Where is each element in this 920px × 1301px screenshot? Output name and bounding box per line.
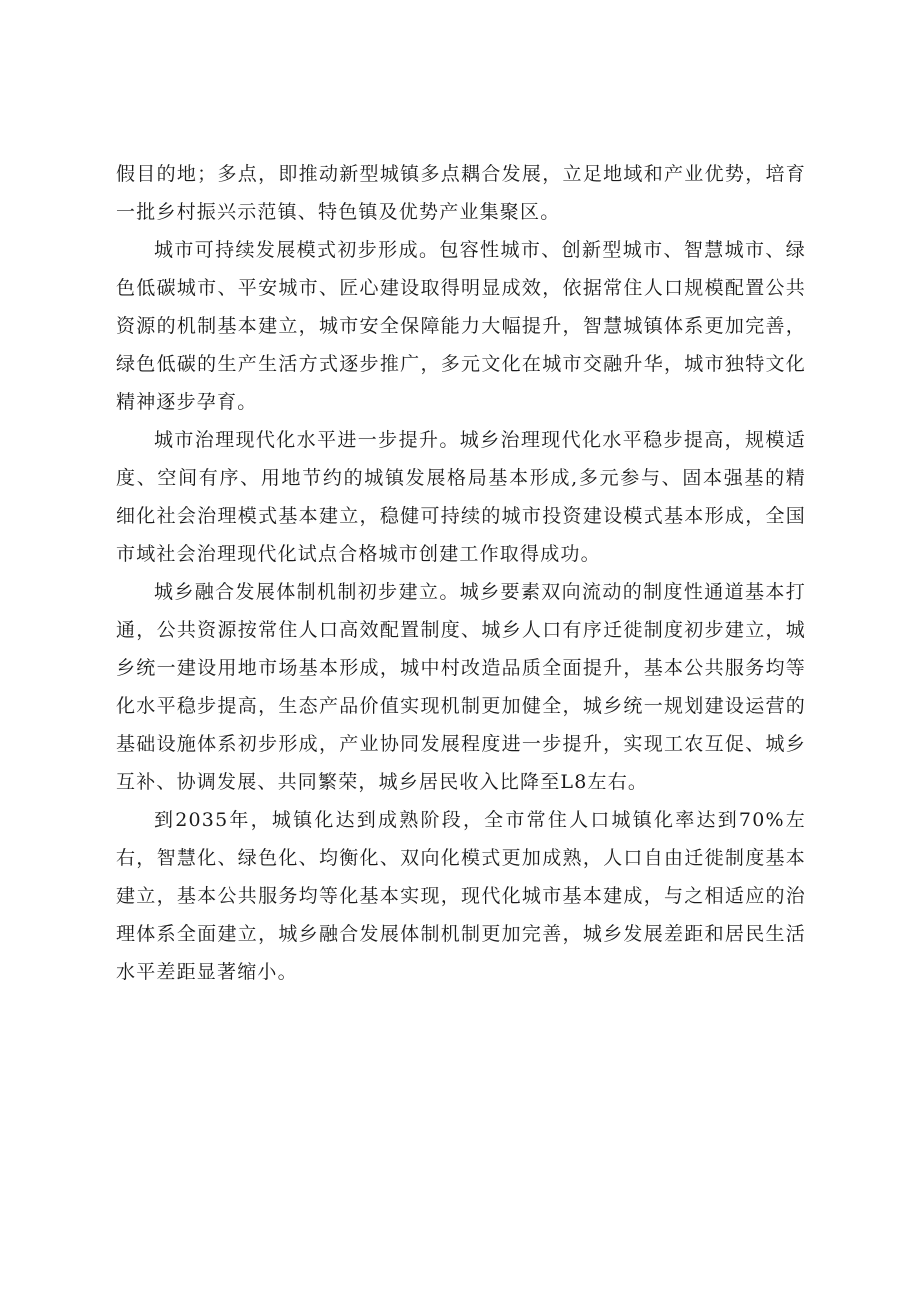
document-body — [116, 155, 806, 991]
paragraph-continuation: 假目的地；多点，即推动新型城镇多点耦合发展，立足地域和产业优势，培育一批乡村振兴示范镇、特色镇及优势产业集聚区。 — [116, 163, 806, 223]
paragraph-sustainable-development: 城市可持续发展模式初步形成。包容性城市、创新型城市、智慧城市、绿色低碳城市、平安城市、匠心建设取得明显成效，依据常住人口规模配置公共资源的机制基本建立，城市安全保障能力大幅提升，智慧城镇体系更加完善，绿色低碳的生产生活方式逐步推广，多元文化在城市交融升华，城市独特文化精神逐步孕育。 — [116, 239, 806, 413]
paragraph-2035-goals: 到2035年，城镇化达到成熟阶段，全市常住人口城镇化率达到70%左右，智慧化、绿色化、均衡化、双向化模式更加成熟，人口自由迁徙制度基本建立，基本公共服务均等化基本实现，现代化城市基本建成，与之相适应的治理体系全面建立，城乡融合发展体制机制更加完善，城乡发展差距和居民生活水平差距显著缩小。 — [116, 809, 806, 983]
paragraph-urban-rural-integration: 城乡融合发展体制机制初步建立。城乡要素双向流动的制度性通道基本打通，公共资源按常住人口高效配置制度、城乡人口有序迁徙制度初步建立，城乡统一建设用地市场基本形成，城中村改造品质全面提升，基本公共服务均等化水平稳步提高，生态产品价值实现机制更加健全，城乡统一规划建设运营的基础设施体系初步形成，产业协同发展程度进一步提升，实现工农互促、城乡互补、协调发展、共同繁荣，城乡居民收入比降至L8左右。 — [116, 581, 806, 793]
paragraph-governance-modernization: 城市治理现代化水平进一步提升。城乡治理现代化水平稳步提高，规模适度、空间有序、用地节约的城镇发展格局基本形成,多元参与、固本强基的精细化社会治理模式基本建立，稳健可持续的城市投资建设模式基本形成，全国市域社会治理现代化试点合格城市创建工作取得成功。 — [116, 429, 806, 565]
